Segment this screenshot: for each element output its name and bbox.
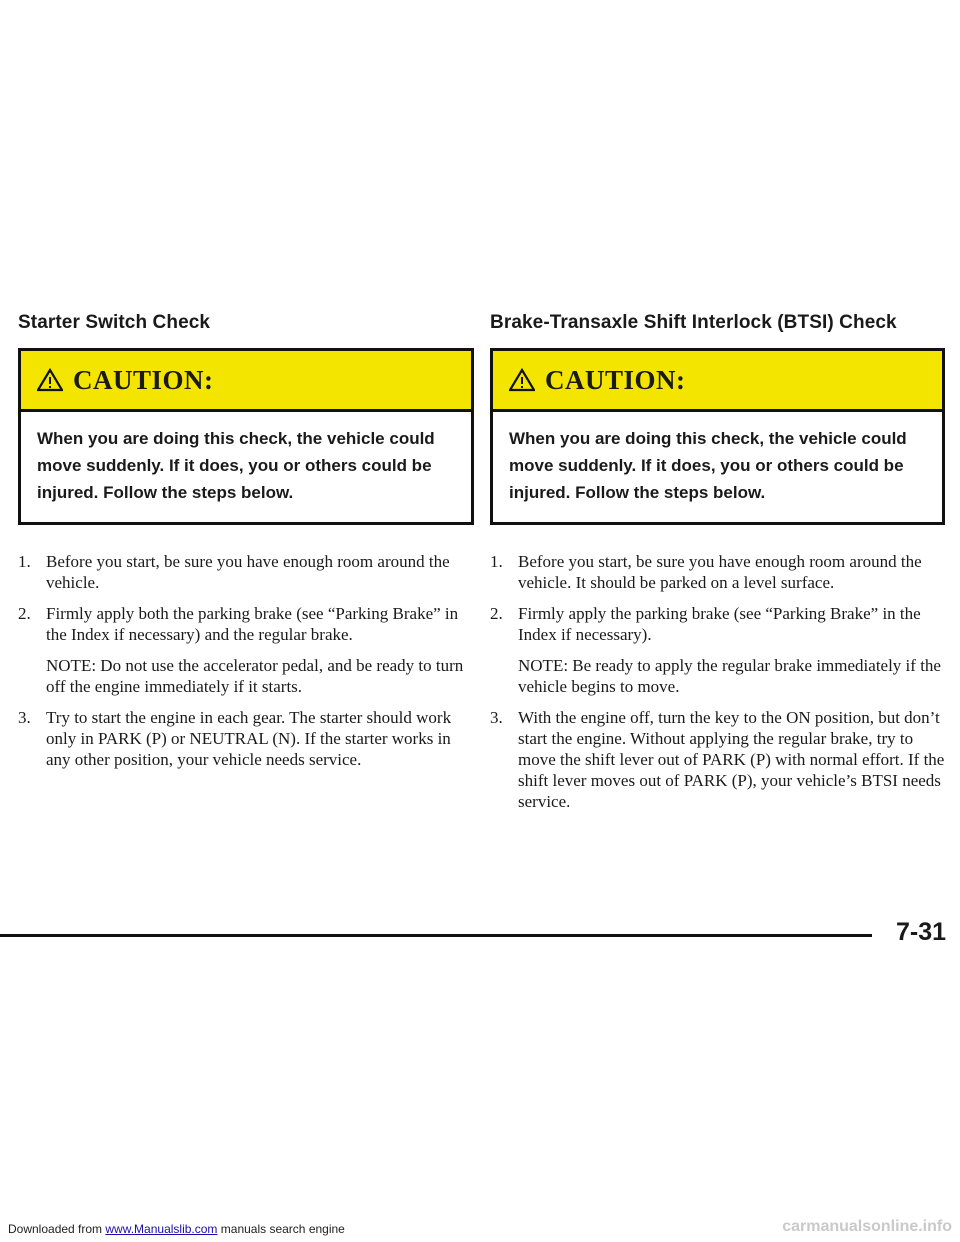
download-footer <box>8 1222 345 1236</box>
caution-box <box>18 348 474 525</box>
note-text: NOTE: Be ready to apply the regular brake immediately if the vehicle begins to move. <box>518 656 941 696</box>
step-text: With the engine off, turn the key to the ON position, but don’t start the engine. Without applying the regular brake, try to move the shift lever out of PARK (P) with normal effort. If the shift lever moves out of PARK (P), your vehicle’s BTSI needs service. <box>518 708 945 811</box>
list-item <box>490 551 945 593</box>
footer-suffix: manuals search engine <box>217 1222 345 1236</box>
step-number: 2. <box>18 604 31 623</box>
step-text: Before you start, be sure you have enough room around the vehicle. It should be parked on a level surface. <box>518 552 922 592</box>
caution-label: CAUTION: <box>545 364 686 395</box>
caution-box <box>490 348 945 525</box>
step-number: 1. <box>18 552 31 571</box>
list-item <box>490 603 945 645</box>
steps-list <box>18 551 474 770</box>
watermark: carmanualsonline.info <box>782 1218 952 1235</box>
top-margin <box>0 0 960 275</box>
list-item <box>18 551 474 593</box>
footer-rule <box>0 934 872 937</box>
caution-text: When you are doing this check, the vehicle could move suddenly. If it does, you or others could be injured. Follow the steps below. <box>37 429 435 502</box>
section-title-btsi-check: Brake-Transaxle Shift Interlock (BTSI) Check <box>490 312 897 333</box>
caution-text: When you are doing this check, the vehicle could move suddenly. If it does, you or others could be injured. Follow the steps below. <box>509 429 907 502</box>
caution-header <box>21 351 471 412</box>
step-text: Try to start the engine in each gear. The starter should work only in PARK (P) or NEUTRAL (N). If the starter works in any other position, your vehicle needs service. <box>46 708 452 769</box>
list-item <box>18 707 474 770</box>
step-number: 1. <box>490 552 503 571</box>
section-title-starter-switch: Starter Switch Check <box>18 312 211 333</box>
warning-triangle-icon <box>509 368 535 392</box>
footer-prefix: Downloaded from <box>8 1222 106 1236</box>
warning-triangle-icon <box>37 368 63 392</box>
caution-header <box>493 351 942 412</box>
page-number: 7-31 <box>896 918 947 946</box>
manualslib-link[interactable]: www.Manualslib.com <box>105 1222 218 1236</box>
step-number: 3. <box>490 708 503 727</box>
step-text: Firmly apply the parking brake (see “Parking Brake” in the Index if necessary). <box>518 604 921 644</box>
left-column <box>18 312 474 780</box>
right-column <box>490 312 945 822</box>
steps-list <box>490 551 945 812</box>
note-text: NOTE: Do not use the accelerator pedal, and be ready to turn off the engine immediately if it starts. <box>46 656 464 696</box>
caution-label: CAUTION: <box>73 364 214 395</box>
step-number: 2. <box>490 604 503 623</box>
step-text: Firmly apply both the parking brake (see “Parking Brake” in the Index if necessary) and the regular brake. <box>46 604 459 644</box>
list-item <box>18 603 474 645</box>
step-number: 3. <box>18 708 31 727</box>
list-item <box>490 707 945 812</box>
step-text: Before you start, be sure you have enough room around the vehicle. <box>46 552 450 592</box>
